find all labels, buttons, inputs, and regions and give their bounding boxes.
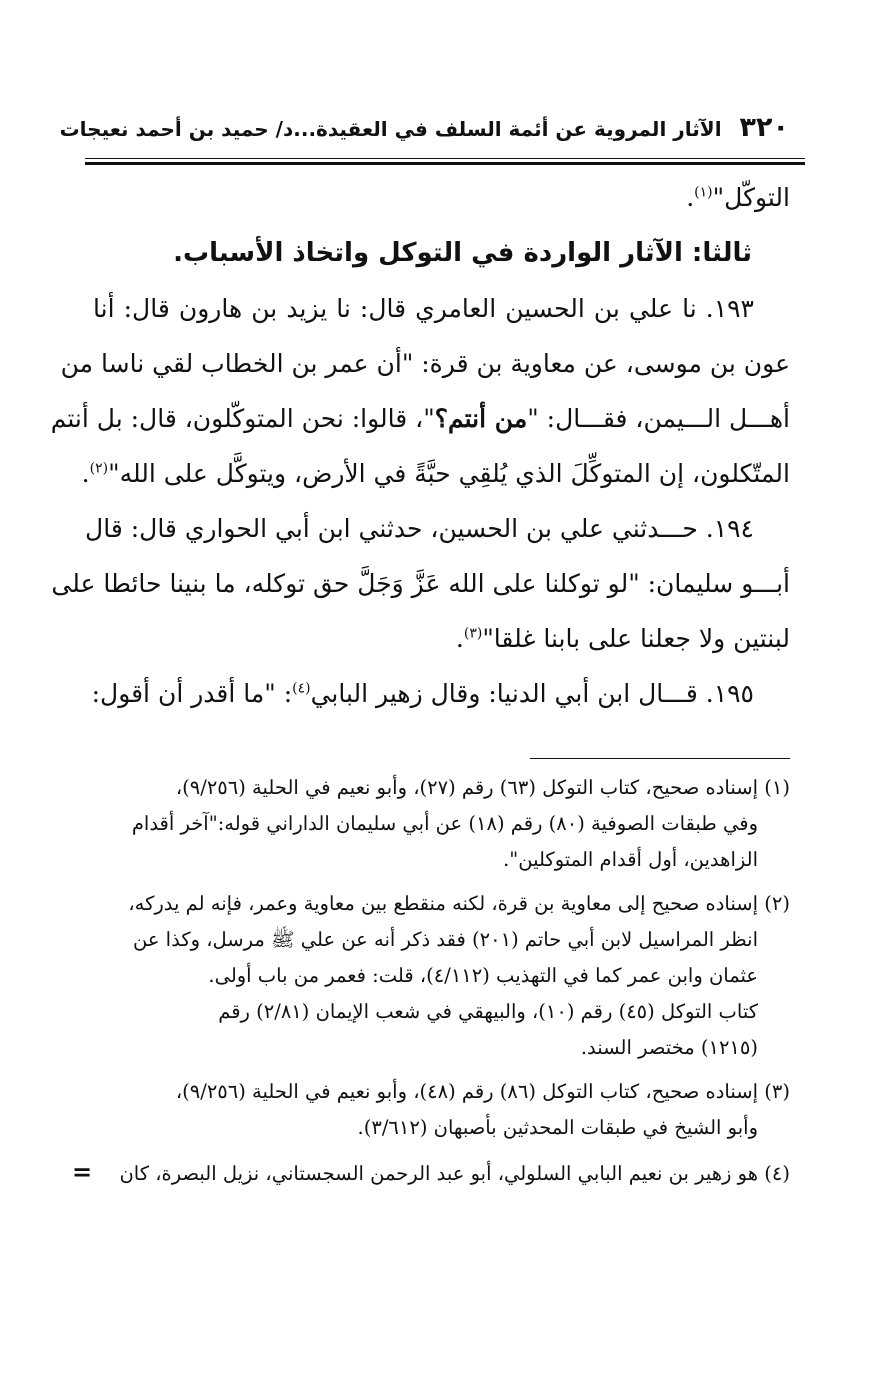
footnote-line (90, 886, 790, 922)
footnote-line: وفي طبقات الصوفية (٨٠) رقم (١٨) عن أبي سليمان الداراني قوله:"آخر أقدام (131, 812, 758, 835)
footnote-number: (٤) (764, 1162, 790, 1185)
footnote-line (90, 770, 790, 806)
text-fragment: . (81, 459, 90, 488)
text-fragment: أهـــل الـــيمن، فقـــال: " (527, 404, 790, 433)
footnote-line: كتاب التوكل (٤٥) رقم (١٠)، والبيهقي في شعب الإيمان (٢/٨١) رقم (218, 1000, 758, 1023)
text-line (50, 391, 790, 446)
text-fragment: لبنتين ولا جعلنا على بابنا غلقا" (482, 624, 790, 653)
continued-text: التوكّل" (712, 183, 790, 212)
text-line (93, 611, 790, 666)
footnote-number: (١) (764, 776, 790, 799)
text-fragment: . (455, 624, 464, 653)
text-line: ١٩٣. نا علي بن الحسين العامري قال: نا يزيد بن هارون قال: أنا (93, 294, 754, 323)
page-number: ٣٢٠ (739, 112, 789, 143)
text-fragment: "، قالوا: نحن المتوكّلون، قال: بل أنتم (50, 404, 435, 433)
footnote-ref-2: (٢) (89, 460, 109, 477)
footnote-line: الزاهدين، أول أقدام المتوكلين". (503, 848, 758, 871)
footnote-line: انظر المراسيل لابن أبي حاتم (٢٠١) فقد ذكر أنه عن علي ﷺ مرسل، وكذا عن (133, 928, 758, 951)
footnote-text: إسناده صحيح، كتاب التوكل (٦٣) رقم (٢٧)، وأبو نعيم في الحلية (٩/٢٥٦)، (175, 776, 758, 799)
footnote-ref-3: (٣) (463, 625, 483, 642)
main-text (50, 170, 790, 721)
continued-end: . (686, 183, 695, 212)
text-fragment: ١٩٥. قـــال ابن أبي الدنيا: وقال زهير البابي (310, 679, 754, 708)
footnote-number: (٢) (764, 892, 790, 915)
paragraph-194 (51, 501, 790, 666)
emphasized-question: من أنتم؟ (434, 404, 528, 433)
header-title: الآثار المروية عن أئمة السلف في العقيدة...د/ حميد بن أحمد نعيجات (59, 117, 722, 141)
text-line: ١٩٤. حـــدثني علي بن الحسين، حدثني ابن أبي الحواري قال: قال (85, 514, 754, 543)
continuation-mark: = (72, 1157, 93, 1186)
section-heading: ثالثا: الآثار الواردة في التوكل واتخاذ الأسباب. (173, 238, 752, 268)
footnote-separator (530, 758, 790, 759)
footnote-line (72, 1154, 790, 1192)
text-line (81, 446, 790, 501)
footnote-line: (١٢١٥) مختصر السند. (580, 1036, 758, 1059)
footnote-2 (90, 886, 790, 1066)
footnote-line: عثمان وابن عمر كما في التهذيب (٤/١١٢)، قلت: فعمر من باب أولى. (208, 964, 758, 987)
running-header (59, 112, 789, 143)
text-fragment: المتّكلون، إن المتوكِّلَ الذي يُلقِي حبَّةً في الأرض، ويتوكَّل على الله" (108, 459, 790, 488)
continued-line (93, 170, 790, 225)
footnote-text: إسناده صحيح إلى معاوية بن قرة، لكنه منقطع بين معاوية وعمر، فإنه لم يدركه، (128, 892, 758, 915)
footnote-number: (٣) (764, 1080, 790, 1103)
header-rule-thick (85, 162, 805, 165)
footnotes (72, 770, 790, 1200)
text-line: أبـــو سليمان: "لو توكلنا على الله عَزَّ وَجَلَّ حق توكله، ما بنينا حائطا على (51, 569, 790, 598)
text-line (93, 666, 790, 721)
footnote-line (90, 1074, 790, 1110)
text-line: عون بن موسى، عن معاوية بن قرة: "أن عمر بن الخطاب لقي ناسا من (60, 349, 790, 378)
text-fragment: : "ما أقدر أن أقول: (91, 679, 293, 708)
footnote-4 (72, 1154, 790, 1192)
paragraph-193 (50, 281, 790, 501)
footnote-1 (90, 770, 790, 878)
footnote-text: إسناده صحيح، كتاب التوكل (٨٦) رقم (٤٨)، وأبو نعيم في الحلية (٩/٢٥٦)، (175, 1080, 758, 1103)
header-rule-thin (85, 158, 805, 159)
footnote-ref-4: (٤) (292, 680, 311, 697)
footnote-3 (90, 1074, 790, 1146)
footnote-line: وأبو الشيخ في طبقات المحدثين بأصبهان (٣/٦١٢). (357, 1116, 758, 1139)
footnote-ref-1: (١) (694, 184, 713, 201)
footnote-text: هو زهير بن نعيم البابي السلولي، أبو عبد الرحمن السجستاني، نزيل البصرة، كان (119, 1162, 758, 1185)
paragraph-195 (93, 666, 790, 721)
